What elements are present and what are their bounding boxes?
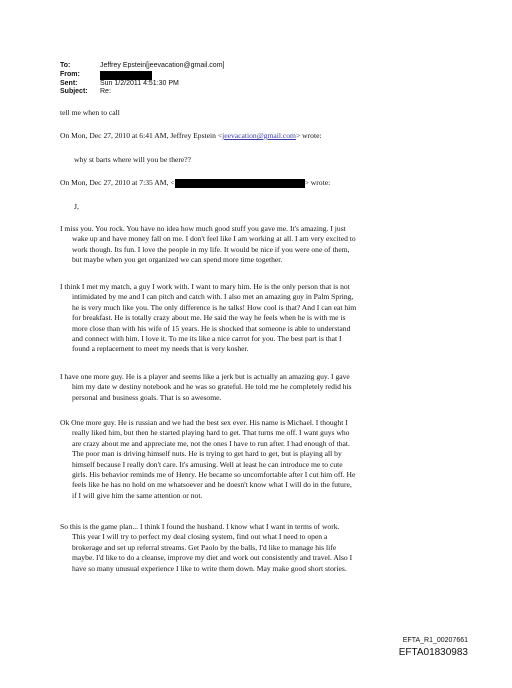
paragraph-line: maybe. I'd like to do a cleanse, improve my diet and work out consistently and travel. Also I <box>72 553 353 563</box>
paragraph-line: brokerage and set up referral streams. Get Paolo by the balls, I'd like to manage his life <box>72 542 337 552</box>
paragraph-line: The poor man is driving himself nuts. He is trying to get hard to get, but is playing all by <box>72 449 342 459</box>
sent-label: Sent: <box>60 79 78 87</box>
from-row <box>60 71 224 80</box>
subject-row <box>60 88 224 97</box>
paragraph-line: really liked him, but then he started playing hard to get. That turns me off. I want guys who <box>72 428 350 438</box>
paragraph-line: girls. His behavior reminds me of Henry. He became so uncomfortable after I cut him off. He <box>72 470 356 480</box>
quote2-attribution <box>60 178 458 188</box>
email-header <box>60 62 224 97</box>
paragraph-line: So this is the game plan... I think I found the husband. I know what I want in terms of work. <box>60 522 340 531</box>
paragraph-line: I miss you. You rock. You have no idea how much good stuff you gave me. It's amazing. I just <box>60 224 346 233</box>
quote1-prefix: On Mon, Dec 27, 2010 at 6:41 AM, Jeffrey Epstein < <box>60 131 223 140</box>
to-label: To: <box>60 62 71 69</box>
paragraph-line: Ok One more guy. He is russian and we had the best sex ever. His name is Michael. I thought I <box>60 418 348 427</box>
paragraph-line: wake up and have money fall on me. I don't feel like I am working at all. I am very excited to <box>72 234 356 244</box>
paragraph-line: he is very much like you. The only difference is he talks! How cool is that? And I can eat him <box>72 302 357 312</box>
paragraph-line: intimidated by me and I can pitch and catch with. I also met an amazing guy in Palm Spring, <box>72 292 354 302</box>
paragraph-line: I have one more guy. He is a player and seems like a jerk but is actually an amazing guy. I gave <box>60 372 350 381</box>
quote1-suffix: > wrote: <box>295 131 322 140</box>
paragraph-5 <box>60 522 458 574</box>
paragraph-3 <box>60 372 458 403</box>
paragraph-2 <box>60 282 458 355</box>
quote1-email-link[interactable]: jeevacation@gmail.com <box>222 131 296 140</box>
sent-value: Sun 1/2/2011 4:51:30 PM <box>100 79 179 87</box>
to-row <box>60 62 224 71</box>
paragraph-line: if I will give him the same attention or not. <box>72 490 203 500</box>
paragraph-line: for breakfast. He is totally crazy about me. He said the way he feels when he is with me is <box>72 313 346 323</box>
paragraph-line: more close than with his wife of 15 years. He is shocked that someone is able to understand <box>72 323 351 333</box>
sent-row <box>60 80 224 89</box>
paragraph-line: himself because I really don't care. It's amusing. Well at least he can introduce me to cute <box>72 459 343 469</box>
paragraph-line: have so many unusual experience I like to write them down. May make good short stories. <box>72 563 347 573</box>
paragraph-line: This year I will try to perfect my deal closing system, find out what I need to open a <box>72 532 328 542</box>
footer-id-large: EFTA01830983 <box>398 647 468 658</box>
quote1-attribution <box>60 131 458 141</box>
paragraph-line: are crazy about me and appreciate me, not the ones I have to run after. I had enough of that. <box>72 438 350 448</box>
reply-text: tell me when to call <box>60 108 120 117</box>
subject-label: Subject: <box>60 88 88 96</box>
to-value: Jeffrey Epstein[jeevacation@gmail.com] <box>100 62 225 69</box>
paragraph-line: personal and business goals. That is so awesome. <box>72 392 222 402</box>
redaction-bar <box>175 179 305 188</box>
paragraph-line: found a replacement to meet my needs that is very kosher. <box>72 344 249 354</box>
from-label: From: <box>60 70 80 78</box>
paragraph-line: him my date w destiny notebook and he was so grateful. He told me he completely redid his <box>72 382 352 392</box>
paragraph-4 <box>60 418 458 501</box>
redaction-bar <box>100 71 152 80</box>
subject-value: Re: <box>100 88 111 96</box>
paragraph-line: work though. Its fun. I love the people in my life. It would be nice if you were one of them, <box>72 244 350 254</box>
paragraph-line: I think I met my match, a guy I work with. I want to mary him. He is the only person that is not <box>60 282 350 291</box>
quote1-text: why st barts where will you be there?? <box>74 155 192 164</box>
paragraph-line: feels like he has no hold on me whatsoever and he doesn't know what I will do in the future, <box>72 480 352 490</box>
paragraph-1 <box>60 224 458 266</box>
quote2-suffix: > wrote: <box>304 178 331 187</box>
paragraph-line: but maybe when you get organized we can spend more time together. <box>72 255 283 265</box>
quote2-prefix: On Mon, Dec 27, 2010 at 7:35 AM, < <box>60 178 175 187</box>
salutation: J, <box>74 202 79 211</box>
footer-id-small: EFTA_R1_00207661 <box>402 637 468 644</box>
paragraph-line: and connect with him. I love it. To me its like a nice carrot for you. The best part is that I <box>72 334 342 344</box>
